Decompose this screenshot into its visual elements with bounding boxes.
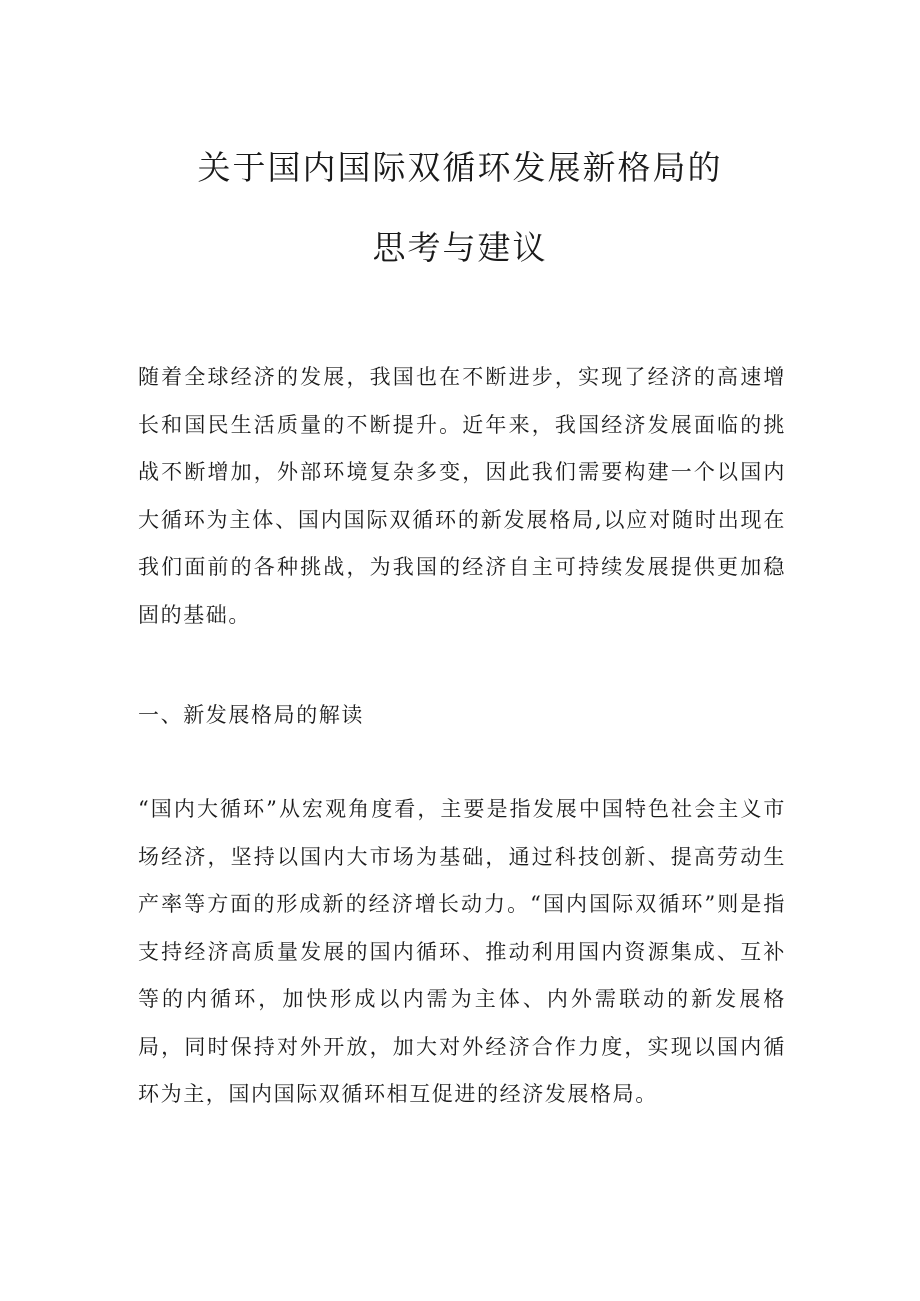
section-1-heading: 一、新发展格局的解读 bbox=[138, 703, 364, 727]
intro-paragraph: 随着全球经济的发展，我国也在不断进步，实现了经济的高速增长和国民生活质量的不断提升。近年来，我国经济发展面临的挑战不断增加，外部环境复杂多变，因此我们需要构建一个以国内大循环为主体、国内国际双循环的新发展格局,以应对随时出现在我们面前的各种挑战，为我国的经济自主可持续发展提供更加稳固的基础。 bbox=[138, 365, 786, 627]
document-title-line-1: 关于国内国际双循环发展新格局的 bbox=[197, 148, 723, 187]
section-1-paragraph: “国内大循环”从宏观角度看，主要是指发展中国特色社会主义市场经济，坚持以国内大市场为基础，通过科技创新、提高劳动生产率等方面的形成新的经济增长动力。“国内国际双循环”则是指支持经济高质量发展的国内循环、推动利用国内资源集成、互补等的内循环，加快形成以内需为主体、内外需联动的新发展格局，同时保持对外开放，加大对外经济合作力度，实现以国内循环为主，国内国际双循环相互促进的经济发展格局。 bbox=[138, 797, 786, 1106]
document-title-line-2: 思考与建议 bbox=[372, 228, 548, 267]
